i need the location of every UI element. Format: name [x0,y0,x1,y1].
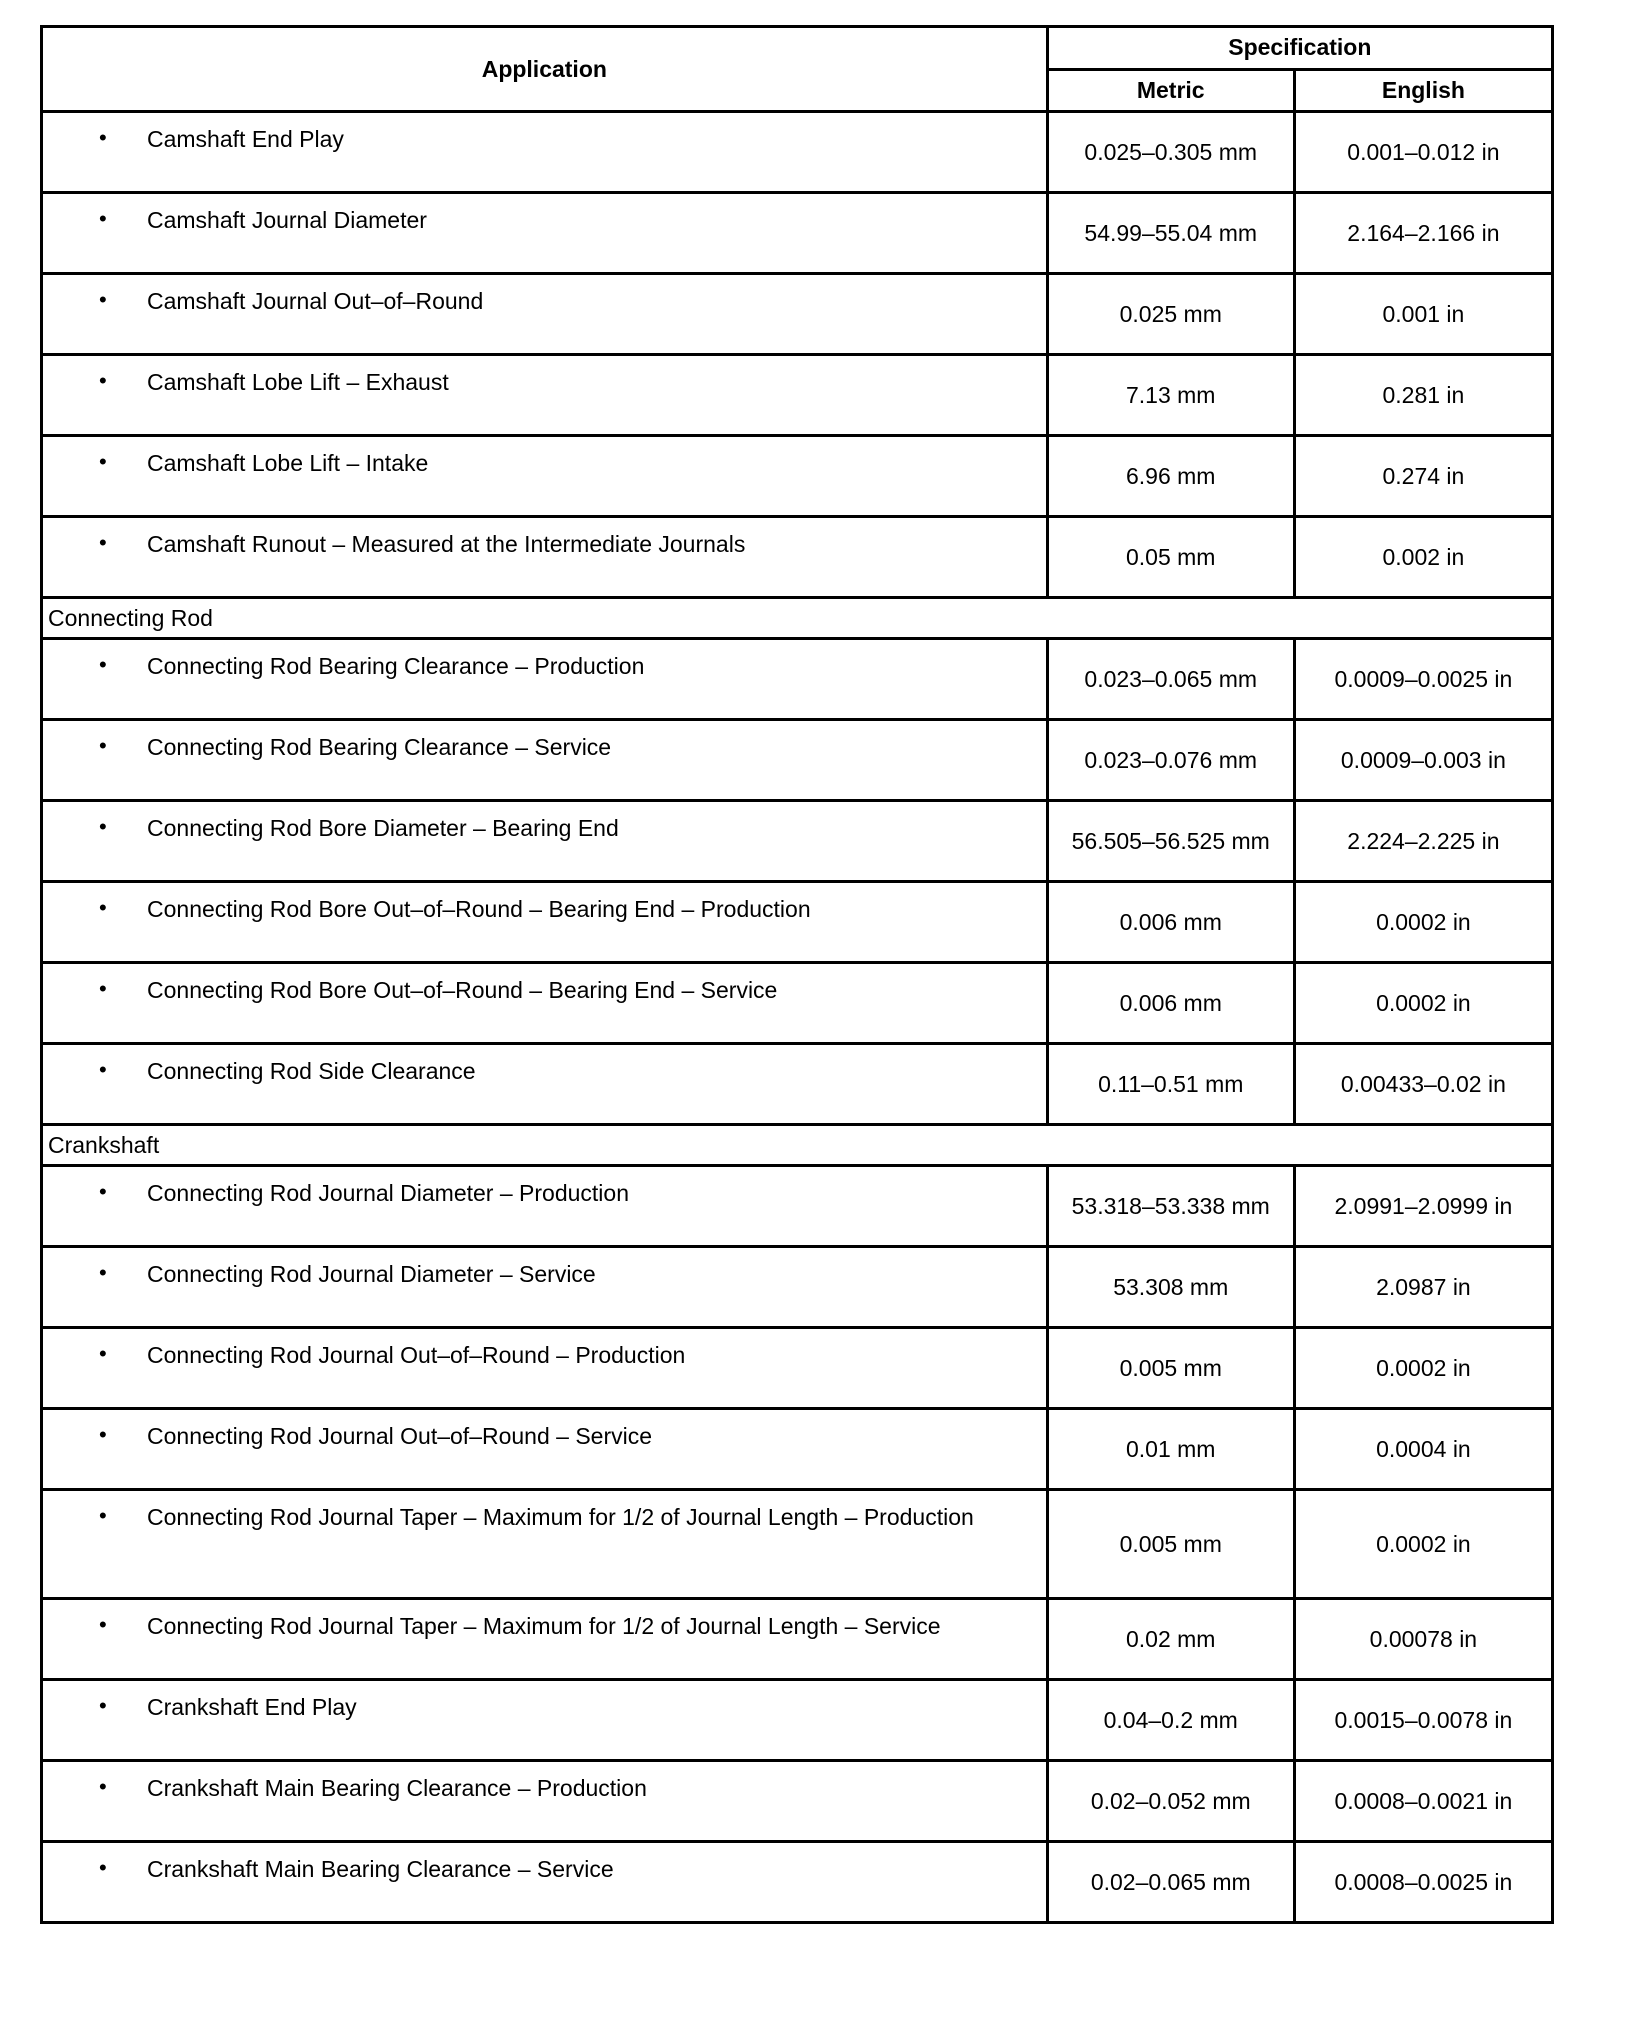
metric-cell: 56.505–56.525 mm [1047,801,1294,882]
application-cell [42,1328,1048,1409]
section-row [42,598,1553,639]
metric-cell: 0.02 mm [1047,1599,1294,1680]
application-cell [42,112,1048,193]
english-cell: 0.0002 in [1294,1328,1552,1409]
english-cell: 2.224–2.225 in [1294,801,1552,882]
table-row [42,1328,1553,1409]
table-row [42,193,1553,274]
table-body [42,112,1553,1923]
english-cell: 0.0008–0.0021 in [1294,1761,1552,1842]
table-row [42,639,1553,720]
application-text: Connecting Rod Journal Out–of–Round – Production [147,1342,686,1368]
table-row [42,1761,1553,1842]
bullet-icon: • [99,1260,107,1285]
english-cell: 0.0015–0.0078 in [1294,1680,1552,1761]
application-cell [42,1247,1048,1328]
bullet-icon: • [99,1855,107,1880]
table-row [42,1044,1553,1125]
english-cell: 0.0009–0.0025 in [1294,639,1552,720]
table-row [42,1842,1553,1923]
application-cell [42,193,1048,274]
bullet-icon: • [99,976,107,1001]
application-text: Connecting Rod Journal Diameter – Production [147,1180,629,1206]
english-cell: 0.00078 in [1294,1599,1552,1680]
application-cell [42,436,1048,517]
metric-cell: 53.308 mm [1047,1247,1294,1328]
bullet-icon: • [99,287,107,312]
application-cell [42,720,1048,801]
english-cell: 2.0991–2.0999 in [1294,1166,1552,1247]
specification-header: Specification [1047,27,1552,70]
application-text: Connecting Rod Side Clearance [147,1058,476,1084]
application-text: Connecting Rod Bore Diameter – Bearing End [147,815,619,841]
table-row [42,1490,1553,1599]
application-cell [42,882,1048,963]
metric-cell: 54.99–55.04 mm [1047,193,1294,274]
application-text: Camshaft Journal Diameter [147,207,427,233]
bullet-icon: • [99,530,107,555]
section-label: Crankshaft [42,1125,1553,1166]
application-text: Connecting Rod Bore Out–of–Round – Bearing End – Service [147,977,778,1003]
bullet-icon: • [99,125,107,150]
table-row [42,1680,1553,1761]
english-cell: 0.281 in [1294,355,1552,436]
application-cell [42,355,1048,436]
metric-cell: 7.13 mm [1047,355,1294,436]
bullet-icon: • [99,1422,107,1447]
metric-cell: 0.05 mm [1047,517,1294,598]
section-row [42,1125,1553,1166]
application-cell [42,1680,1048,1761]
table-row [42,355,1553,436]
english-cell: 2.164–2.166 in [1294,193,1552,274]
bullet-icon: • [99,895,107,920]
table-row [42,882,1553,963]
bullet-icon: • [99,1612,107,1637]
application-cell [42,639,1048,720]
application-text: Connecting Rod Bearing Clearance – Service [147,734,612,760]
application-text: Crankshaft Main Bearing Clearance – Service [147,1856,614,1882]
metric-cell: 0.01 mm [1047,1409,1294,1490]
english-cell: 0.0002 in [1294,963,1552,1044]
bullet-icon: • [99,733,107,758]
bullet-icon: • [99,1341,107,1366]
application-cell [42,1842,1048,1923]
english-header: English [1294,69,1552,112]
application-text: Camshaft End Play [147,126,344,152]
metric-cell: 0.023–0.076 mm [1047,720,1294,801]
bullet-icon: • [99,814,107,839]
bullet-icon: • [99,1179,107,1204]
bullet-icon: • [99,1774,107,1799]
english-cell: 0.0009–0.003 in [1294,720,1552,801]
metric-cell: 0.04–0.2 mm [1047,1680,1294,1761]
english-cell: 2.0987 in [1294,1247,1552,1328]
application-cell [42,1044,1048,1125]
metric-cell: 0.006 mm [1047,882,1294,963]
table-row [42,1166,1553,1247]
specification-table [40,25,1554,1924]
application-text: Crankshaft Main Bearing Clearance – Production [147,1775,647,1801]
metric-cell: 0.02–0.052 mm [1047,1761,1294,1842]
application-cell [42,1599,1048,1680]
application-cell [42,1490,1048,1599]
english-cell: 0.001–0.012 in [1294,112,1552,193]
bullet-icon: • [99,1057,107,1082]
application-cell [42,1409,1048,1490]
english-cell: 0.0004 in [1294,1409,1552,1490]
english-cell: 0.0008–0.0025 in [1294,1842,1552,1923]
table-row [42,436,1553,517]
english-cell: 0.002 in [1294,517,1552,598]
application-cell [42,517,1048,598]
table-row [42,720,1553,801]
english-cell: 0.00433–0.02 in [1294,1044,1552,1125]
metric-cell: 0.02–0.065 mm [1047,1842,1294,1923]
application-text: Connecting Rod Journal Taper – Maximum for 1/2 of Journal Length – Production [147,1504,974,1530]
table-row [42,1409,1553,1490]
table-row [42,801,1553,882]
english-cell: 0.001 in [1294,274,1552,355]
metric-cell: 0.11–0.51 mm [1047,1044,1294,1125]
bullet-icon: • [99,652,107,677]
table-row [42,1599,1553,1680]
table-row [42,274,1553,355]
metric-cell: 6.96 mm [1047,436,1294,517]
bullet-icon: • [99,1693,107,1718]
bullet-icon: • [99,206,107,231]
metric-cell: 0.005 mm [1047,1490,1294,1599]
application-cell [42,963,1048,1044]
application-text: Connecting Rod Bearing Clearance – Production [147,653,645,679]
table-row [42,963,1553,1044]
metric-cell: 53.318–53.338 mm [1047,1166,1294,1247]
application-text: Connecting Rod Bore Out–of–Round – Bearing End – Production [147,896,811,922]
application-text: Camshaft Lobe Lift – Intake [147,450,429,476]
english-cell: 0.0002 in [1294,1490,1552,1599]
application-text: Camshaft Lobe Lift – Exhaust [147,369,449,395]
application-text: Connecting Rod Journal Out–of–Round – Service [147,1423,653,1449]
table-row [42,517,1553,598]
metric-cell: 0.023–0.065 mm [1047,639,1294,720]
application-cell [42,274,1048,355]
table-row [42,1247,1553,1328]
application-cell [42,1166,1048,1247]
application-text: Camshaft Journal Out–of–Round [147,288,484,314]
bullet-icon: • [99,1503,107,1528]
metric-cell: 0.025–0.305 mm [1047,112,1294,193]
english-cell: 0.0002 in [1294,882,1552,963]
metric-header: Metric [1047,69,1294,112]
application-text: Camshaft Runout – Measured at the Intermediate Journals [147,531,746,557]
english-cell: 0.274 in [1294,436,1552,517]
bullet-icon: • [99,368,107,393]
section-label: Connecting Rod [42,598,1553,639]
metric-cell: 0.025 mm [1047,274,1294,355]
application-cell [42,801,1048,882]
application-text: Connecting Rod Journal Diameter – Service [147,1261,596,1287]
table-header [42,27,1553,112]
application-text: Crankshaft End Play [147,1694,357,1720]
bullet-icon: • [99,449,107,474]
table-row [42,112,1553,193]
application-text: Connecting Rod Journal Taper – Maximum for 1/2 of Journal Length – Service [147,1613,941,1639]
application-cell [42,1761,1048,1842]
metric-cell: 0.006 mm [1047,963,1294,1044]
application-header: Application [42,27,1048,112]
metric-cell: 0.005 mm [1047,1328,1294,1409]
